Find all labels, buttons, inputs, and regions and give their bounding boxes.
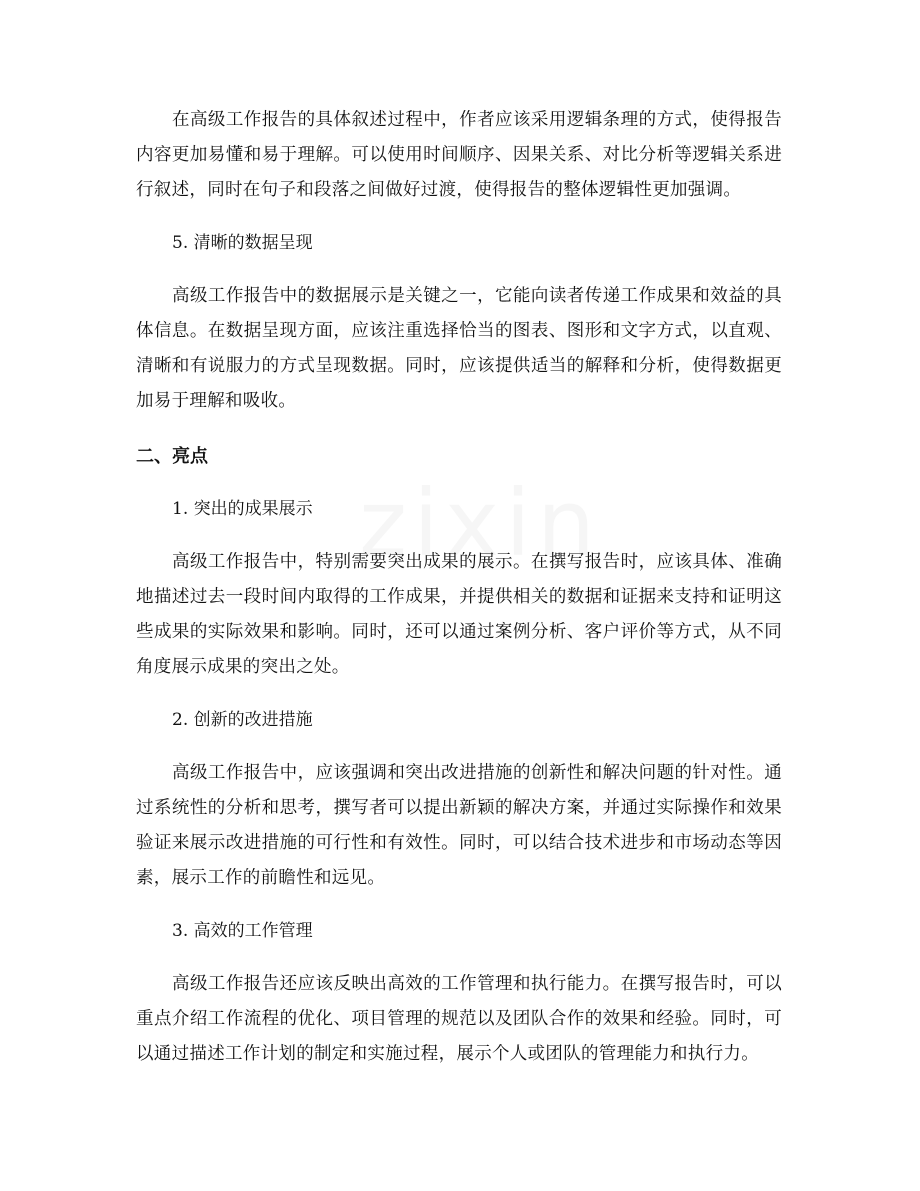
paragraph-logic: 在高级工作报告的具体叙述过程中，作者应该采用逻辑条理的方式，使得报告内容更加易懂和易于理解。可以使用时间顺序、因果关系、对比分析等逻辑关系进行叙述，同时在句子和段落之间做好过渡，使得报告的整体逻辑性更加强调。 [136,110,782,200]
section-heading-highlights: 二、亮点 [136,446,208,467]
paragraph-data-presentation: 高级工作报告中的数据展示是关键之一，它能向读者传递工作成果和效益的具体信息。在数据呈现方面，应该注重选择恰当的图表、图形和文字方式，以直观、清晰和有说服力的方式呈现数据。同时，应该提供适当的解释和分析，使得数据更加易于理解和吸收。 [136,286,782,411]
paragraph-improvements: 高级工作报告中，应该强调和突出改进措施的创新性和解决问题的针对性。通过系统性的分析和思考，撰写者可以提出新颖的解决方案，并通过实际操作和效果验证来展示改进措施的可行性和有效性。同时，可以结合技术进步和市场动态等因素，展示工作的前瞻性和远见。 [136,763,782,888]
list-item-data-presentation: 5. 清晰的数据呈现 [172,233,313,253]
document-body [136,103,782,1072]
list-item-management: 3. 高效的工作管理 [172,921,313,941]
list-item-achievements: 1. 突出的成果展示 [172,499,313,519]
paragraph-achievements: 高级工作报告中，特别需要突出成果的展示。在撰写报告时，应该具体、准确地描述过去一段时间内取得的工作成果，并提供相关的数据和证据来支持和证明这些成果的实际效果和影响。同时，还可以通过案例分析、客户评价等方式，从不同角度展示成果的突出之处。 [136,552,782,677]
list-item-improvements: 2. 创新的改进措施 [172,710,313,730]
paragraph-management: 高级工作报告还应该反映出高效的工作管理和执行能力。在撰写报告时，可以重点介绍工作流程的优化、项目管理的规范以及团队合作的效果和经验。同时，可以通过描述工作计划的制定和实施过程，展示个人或团队的管理能力和执行力。 [136,974,782,1064]
